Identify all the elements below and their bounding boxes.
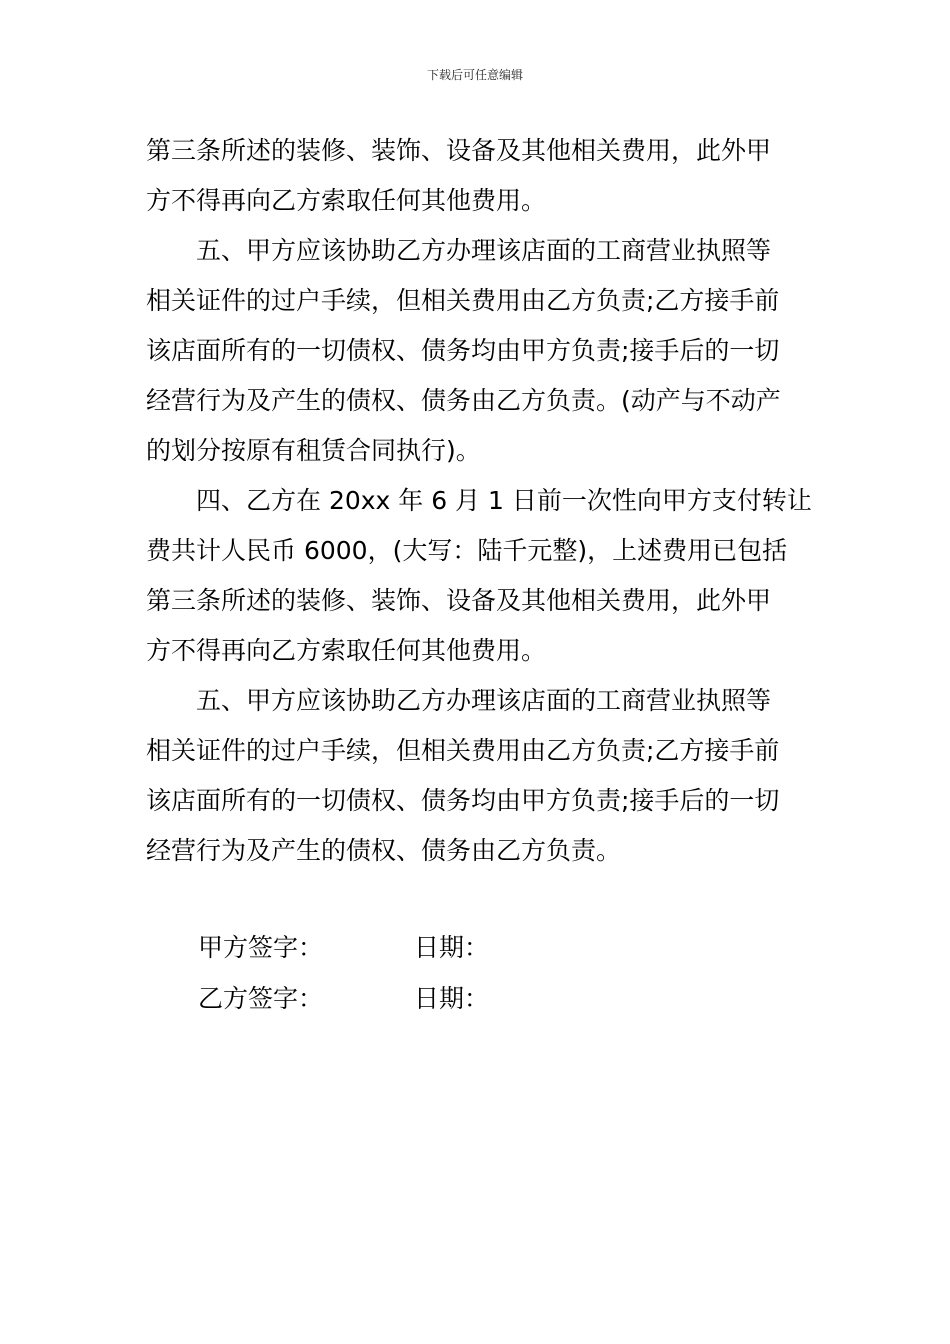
- body-line: 五、甲方应该协助乙方办理该店面的工商营业执照等: [146, 686, 772, 715]
- body-line: 四、乙方在 20xx 年 6 月 1 日前一次性向甲方支付转让: [146, 486, 812, 515]
- body-line: 第三条所述的装修、装饰、设备及其他相关费用，此外甲: [146, 586, 772, 615]
- body-line: 该店面所有的一切债权、债务均由甲方负责;接手后的一切: [146, 786, 780, 815]
- signature-row-party-b: [198, 973, 698, 1024]
- date-label: 日期：: [414, 984, 490, 1013]
- body-line: 五、甲方应该协助乙方办理该店面的工商营业执照等: [146, 236, 772, 265]
- body-line: 经营行为及产生的债权、债务由乙方负责。: [146, 836, 622, 865]
- body-line: 费共计人民币 6000，(大写：陆千元整)，上述费用已包括: [146, 536, 788, 565]
- body-line: 相关证件的过户手续，但相关费用由乙方负责;乙方接手前: [146, 736, 780, 765]
- signature-label: 乙方签字：: [198, 984, 324, 1013]
- body-line: 第三条所述的装修、装饰、设备及其他相关费用，此外甲: [146, 136, 772, 165]
- body-line: 方不得再向乙方索取任何其他费用。: [146, 186, 547, 215]
- page-header-note: 下载后可任意编辑: [426, 68, 523, 82]
- signature-block: [198, 922, 698, 1024]
- date-label: 日期：: [414, 933, 490, 962]
- body-line: 该店面所有的一切债权、债务均由甲方负责;接手后的一切: [146, 336, 780, 365]
- body-line: 相关证件的过户手续，但相关费用由乙方负责;乙方接手前: [146, 286, 780, 315]
- signature-label: 甲方签字：: [198, 933, 324, 962]
- body-line: 的划分按原有租赁合同执行)。: [146, 436, 481, 465]
- body-line: 方不得再向乙方索取任何其他费用。: [146, 636, 547, 665]
- document-body: [146, 126, 812, 876]
- body-line: 经营行为及产生的债权、债务由乙方负责。(动产与不动产: [146, 386, 781, 415]
- signature-row-party-a: [198, 922, 698, 973]
